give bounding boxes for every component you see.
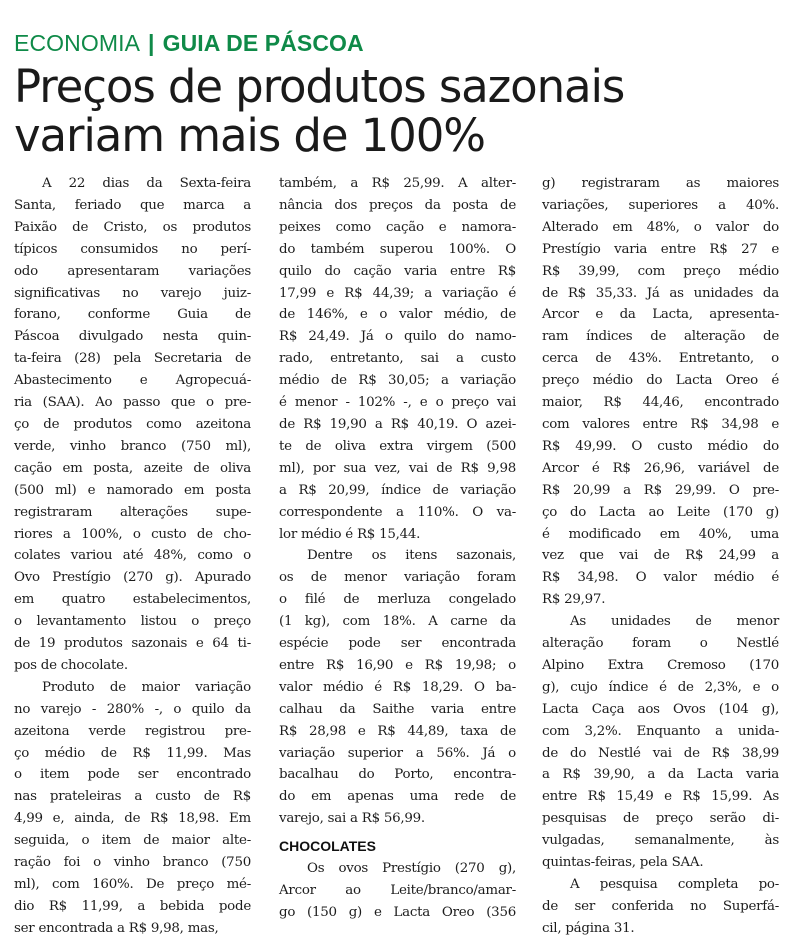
text-line: com 3,2%. Enquanto a unida- <box>542 723 779 739</box>
text-line: azeitona verde registrou pre- <box>14 723 251 739</box>
text-line: ria (SAA). Ao passo que o pre- <box>14 395 251 411</box>
text-line: entre R$ 16,90 e R$ 19,98; o <box>279 657 516 673</box>
text-line: pos de chocolate. <box>14 657 128 673</box>
text-line: correspondente a 110%. O va- <box>279 504 516 520</box>
text-line: cação em posta, azeite de oliva <box>14 460 251 476</box>
text-line: variação superior a 56%. Já o <box>279 745 516 761</box>
headline-line-2: variam mais de 100% <box>14 109 485 162</box>
article-column-3 <box>542 173 779 940</box>
text-line: peixes como cação e namora- <box>279 219 516 235</box>
text-line: forano, conforme Guia de <box>14 307 251 323</box>
text-line: vulgadas, semanalmente, às <box>542 833 779 849</box>
text-line: os de menor variação foram <box>279 570 516 586</box>
text-line: de 146%, e o valor médio, de <box>279 307 516 323</box>
text-line: Lacta Caça aos Ovos (104 g), <box>542 701 779 717</box>
section-label: ECONOMIA <box>14 30 141 56</box>
text-line: R$ 28,98 e R$ 44,89, taxa de <box>279 723 516 739</box>
text-line: Alterado em 48%, o valor do <box>542 219 779 235</box>
text-line: ser encontrada a R$ 9,98, mas, <box>14 920 219 936</box>
text-line: registraram alterações supe- <box>14 504 251 520</box>
text-line: ml), por sua vez, vai de R$ 9,98 <box>279 460 516 476</box>
text-line: valor médio é R$ 18,29. O ba- <box>279 679 516 695</box>
text-line: nas prateleiras a custo de R$ <box>14 789 251 805</box>
text-line: a R$ 20,99, índice de variação <box>279 482 516 498</box>
text-line: Prestígio varia entre R$ 27 e <box>542 241 779 257</box>
text-line: cil, página 31. <box>542 920 635 936</box>
text-line: R$ 49,99. O custo médio do <box>542 438 779 454</box>
text-line: típicos consumidos no perí- <box>14 241 251 257</box>
section-kicker <box>14 30 364 57</box>
text-line: o levantamento listou o preço <box>14 614 251 630</box>
text-line: te de oliva extra virgem (500 <box>279 438 516 454</box>
text-line: de 19 produtos sazonais e 64 ti- <box>14 636 251 652</box>
text-line: A 22 dias da Sexta-feira <box>42 176 251 191</box>
text-line: lor médio é R$ 15,44. <box>279 526 421 542</box>
text-line: Arcor ao Leite/branco/amar- <box>279 883 516 898</box>
text-line: médio de R$ 30,05; a variação <box>279 373 516 389</box>
text-line: o filé de merluza congelado <box>279 592 516 608</box>
headline-line-1: Preços de produtos sazonais <box>14 60 625 113</box>
text-line: Abastecimento e Agropecuá- <box>14 373 251 389</box>
text-line: ço médio de R$ 11,99. Mas <box>14 745 251 761</box>
article-column-1 <box>14 173 251 940</box>
text-line: Paixão de Cristo, os produtos <box>14 219 251 235</box>
text-line: ração foi o vinho branco (750 <box>14 855 251 871</box>
text-line: entre R$ 15,49 e R$ 15,99. As <box>542 789 779 805</box>
text-line: do em apenas uma rede de <box>279 789 516 805</box>
text-line: vez que vai de R$ 24,99 a <box>542 548 779 564</box>
text-line: Os ovos Prestígio (270 g), <box>307 861 516 877</box>
text-line: (500 ml) e namorado em posta <box>14 482 251 498</box>
text-line: em quatro estabelecimentos, <box>14 592 251 608</box>
text-line: verde, vinho branco (750 ml), <box>14 438 251 454</box>
text-line: bacalhau do Porto, encontra- <box>279 767 516 783</box>
text-line: As unidades de menor <box>570 614 779 630</box>
guide-label: GUIA DE PÁSCOA <box>162 30 364 56</box>
text-line: go (150 g) e Lacta Oreo (356 <box>279 904 516 920</box>
text-line: R$ 20,99 a R$ 29,99. O pre- <box>542 482 779 498</box>
text-line: R$ 29,97. <box>542 592 606 608</box>
text-line: calhau da Saithe varia entre <box>279 701 516 717</box>
text-line: variações, superiores a 40%. <box>542 197 779 213</box>
text-line: Dentre os itens sazonais, <box>307 548 516 564</box>
text-line: a R$ 39,90, a da Lacta varia <box>542 767 779 783</box>
text-line: de R$ 19,90 a R$ 40,19. O azei- <box>279 416 516 432</box>
text-line: maior, R$ 44,46, encontrado <box>542 395 779 411</box>
text-line: Arcor e da Lacta, apresenta- <box>542 307 779 323</box>
text-line: odo apresentaram variações <box>14 263 251 279</box>
text-line: R$ 34,98. O valor médio é <box>542 570 779 586</box>
text-line: Produto de maior variação <box>42 679 251 695</box>
text-line: o item pode ser encontrado <box>14 767 251 783</box>
text-line: 4,99 e, ainda, de R$ 18,98. Em <box>14 811 251 827</box>
article-column-2 <box>279 173 516 924</box>
text-line: Alpino Extra Cremoso (170 <box>542 657 779 673</box>
text-line: dio R$ 11,99, a bebida pode <box>14 898 251 914</box>
text-line: ço de produtos como azeitona <box>14 416 251 432</box>
text-line: significativas no varejo juiz- <box>14 285 251 301</box>
text-line: ta-feira (28) pela Secretaria de <box>14 351 251 367</box>
text-line: 17,99 e R$ 44,39; a variação é <box>279 285 516 301</box>
text-line: ram índices de alteração de <box>542 329 779 345</box>
text-line: de R$ 35,33. Já as unidades da <box>542 285 779 301</box>
kicker-separator: | <box>148 30 155 56</box>
text-line: é menor - 102% -, e o preço vai <box>279 395 516 411</box>
text-line: Arcor é R$ 26,96, variável de <box>542 460 779 476</box>
text-line: g), cujo índice é de 2,3%, e o <box>542 679 779 695</box>
article-headline <box>14 62 794 160</box>
text-line: é modificado em 40%, uma <box>542 526 779 542</box>
text-line: ml), com 160%. De preço mé- <box>14 877 251 892</box>
text-line: quintas-feiras, pela SAA. <box>542 855 704 871</box>
text-line: de ser conferida no Superfá- <box>542 898 779 914</box>
text-line: colates variou até 48%, como o <box>14 548 251 564</box>
text-line: rado, entretanto, sai a custo <box>279 351 516 367</box>
text-line: R$ 39,99, com preço médio <box>542 263 779 279</box>
text-line: riores a 100%, o custo de cho- <box>14 526 251 542</box>
text-line: R$ 24,49. Já o quilo do namo- <box>279 329 516 345</box>
text-line: g) registraram as maiores <box>542 176 779 191</box>
text-line: varejo, sai a R$ 56,99. <box>279 811 425 827</box>
text-line: também, a R$ 25,99. A alter- <box>279 176 516 191</box>
text-line: preço médio do Lacta Oreo é <box>542 373 779 389</box>
text-line: Páscoa divulgado nesta quin- <box>14 329 251 345</box>
text-line: seguida, o item de maior alte- <box>14 833 251 849</box>
text-line: Santa, feriado que marca a <box>14 197 251 213</box>
chocolates-subhead: CHOCOLATES <box>279 838 376 855</box>
text-line: Ovo Prestígio (270 g). Apurado <box>14 570 251 586</box>
text-line: com valores entre R$ 34,98 e <box>542 416 779 432</box>
text-line: alteração foram o Nestlé <box>542 636 779 652</box>
text-line: quilo do cação varia entre R$ <box>279 263 516 279</box>
text-line: ço do Lacta ao Leite (170 g) <box>542 504 779 520</box>
text-line: espécie pode ser encontrada <box>279 636 516 652</box>
text-line: cerca de 43%. Entretanto, o <box>542 351 779 367</box>
text-line: pesquisas de preço serão di- <box>542 811 779 827</box>
text-line: (1 kg), com 18%. A carne da <box>279 614 516 630</box>
text-line: do também superou 100%. O <box>279 241 516 257</box>
text-line: nância dos preços da posta de <box>279 197 516 213</box>
text-line: de do Nestlé vai de R$ 38,99 <box>542 745 779 761</box>
text-line: A pesquisa completa po- <box>570 877 779 892</box>
text-line: no varejo - 280% -, o quilo da <box>14 701 251 717</box>
